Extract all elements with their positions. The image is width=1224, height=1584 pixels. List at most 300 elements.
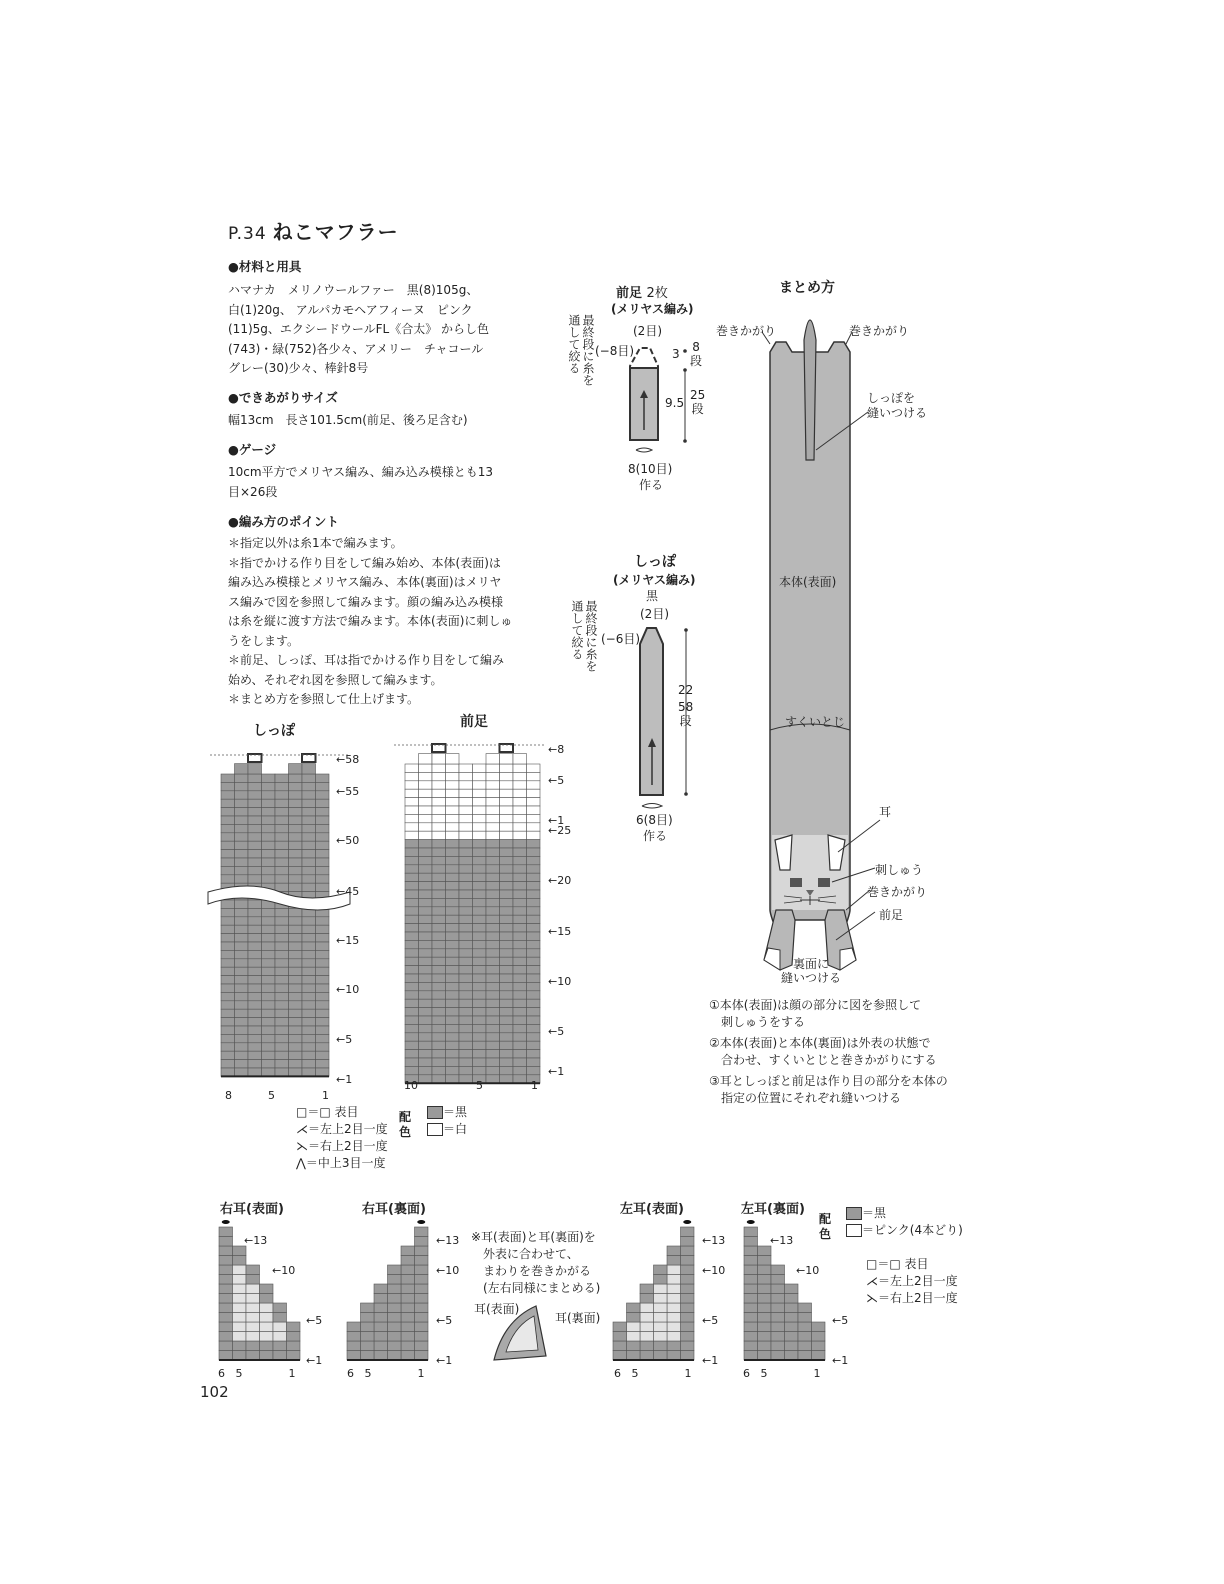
- grid-cell: [527, 907, 541, 915]
- decrease-cell: [446, 754, 460, 764]
- grid-cell: [486, 772, 500, 780]
- grid-cell: [446, 1058, 460, 1066]
- grid-cell: [316, 1001, 330, 1009]
- ear-cell: [415, 1313, 429, 1323]
- ear-cell: [681, 1227, 695, 1237]
- grid-cell: [473, 856, 487, 864]
- grid-cell: [235, 1018, 249, 1026]
- grid-cell: [473, 814, 487, 822]
- ear-cell: [744, 1332, 758, 1342]
- grid-cell: [262, 1060, 276, 1068]
- grid-cell: [316, 808, 330, 816]
- grid-cell: [432, 840, 446, 848]
- grid-cell: [405, 957, 419, 965]
- grid-cell: [221, 782, 235, 790]
- grid-cell: [446, 1075, 460, 1083]
- grid-cell: [486, 966, 500, 974]
- bind-off-dot: [222, 1220, 230, 1224]
- grid-cell: [432, 1066, 446, 1074]
- ear-cell: [374, 1322, 388, 1332]
- ear-cell: [273, 1351, 287, 1361]
- grid-cell: [316, 833, 330, 841]
- grid-cell: [446, 840, 460, 848]
- grid-cell: [473, 915, 487, 923]
- grid-cell: [248, 875, 262, 883]
- ear-cell: [785, 1294, 799, 1304]
- ear-cell: [613, 1341, 627, 1351]
- grid-cell: [527, 966, 541, 974]
- grid-cell: [473, 890, 487, 898]
- ear-cell: [415, 1332, 429, 1342]
- grid-cell: [235, 833, 249, 841]
- foreleg-row-mark: ←15: [548, 925, 572, 938]
- grid-cell: [248, 967, 262, 975]
- ear-cell: [361, 1341, 375, 1351]
- grid-cell: [248, 950, 262, 958]
- grid-cell: [432, 915, 446, 923]
- grid-cell: [405, 1024, 419, 1032]
- grid-cell: [235, 866, 249, 874]
- foreleg-dim-top: 3: [672, 347, 680, 361]
- grid-cell: [235, 782, 249, 790]
- tail-row-mark: ←15: [336, 934, 360, 947]
- foreleg-top-count: (2目): [633, 324, 662, 338]
- ear-row-mark: ←1: [832, 1354, 849, 1367]
- grid-cell: [248, 1026, 262, 1034]
- grid-cell: [316, 774, 330, 782]
- grid-cell: [527, 865, 541, 873]
- grid-cell: [446, 898, 460, 906]
- ear-cell: [401, 1332, 415, 1342]
- ear-cell: [744, 1237, 758, 1247]
- grid-cell: [235, 1026, 249, 1034]
- ear-cell: [681, 1284, 695, 1294]
- ear-cell: [771, 1341, 785, 1351]
- grid-cell: [316, 841, 330, 849]
- grid-cell: [419, 949, 433, 957]
- assembly-note: 指定の位置にそれぞれ縫いつける: [709, 1091, 902, 1105]
- ear-color-legend: [846, 1205, 963, 1239]
- ear-cell: [798, 1341, 812, 1351]
- decrease-cell: [432, 754, 446, 764]
- grid-cell: [262, 824, 276, 832]
- grid-cell: [262, 1068, 276, 1076]
- grid-cell: [316, 934, 330, 942]
- ear-col-marks: 6 5 1: [347, 1367, 425, 1380]
- grid-cell: [419, 1066, 433, 1074]
- grid-cell: [459, 789, 473, 797]
- grid-cell: [221, 1026, 235, 1034]
- grid-cell: [513, 856, 527, 864]
- grid-cell: [289, 908, 303, 916]
- ear-cell: [287, 1351, 301, 1361]
- grid-cell: [473, 848, 487, 856]
- grid-cell: [486, 848, 500, 856]
- ear-cell: [744, 1322, 758, 1332]
- ear-cell: [361, 1332, 375, 1342]
- ear-cell: [758, 1246, 772, 1256]
- ear-cell: [219, 1351, 233, 1361]
- ear-cell: [681, 1275, 695, 1285]
- tail-row-mark: ←50: [336, 834, 360, 847]
- grid-cell: [262, 850, 276, 858]
- ear-cell: [287, 1322, 301, 1332]
- grid-cell: [513, 924, 527, 932]
- ear-cell: [758, 1313, 772, 1323]
- grid-cell: [262, 1001, 276, 1009]
- ear-cell: [415, 1275, 429, 1285]
- grid-cell: [316, 1060, 330, 1068]
- ear-cell: [654, 1351, 668, 1361]
- grid-cell: [419, 999, 433, 1007]
- grid-cell: [432, 924, 446, 932]
- grid-cell: [446, 798, 460, 806]
- grid-cell: [446, 823, 460, 831]
- foreleg-chart: [404, 742, 564, 1092]
- grid-cell: [419, 974, 433, 982]
- grid-cell: [500, 806, 514, 814]
- grid-cell: [446, 932, 460, 940]
- grid-cell: [432, 940, 446, 948]
- grid-cell: [289, 824, 303, 832]
- grid-cell: [500, 949, 514, 957]
- grid-cell: [405, 1066, 419, 1074]
- grid-cell: [459, 823, 473, 831]
- grid-cell: [248, 1018, 262, 1026]
- grid-cell: [513, 781, 527, 789]
- grid-cell: [513, 1066, 527, 1074]
- ear-cell: [681, 1332, 695, 1342]
- ear-cell: [273, 1322, 287, 1332]
- grid-cell: [235, 900, 249, 908]
- grid-cell: [405, 823, 419, 831]
- ear-cell: [681, 1341, 695, 1351]
- ear-cell: [798, 1322, 812, 1332]
- grid-cell: [262, 1009, 276, 1017]
- grid-cell: [235, 925, 249, 933]
- grid-cell: [473, 1066, 487, 1074]
- grid-cell: [235, 967, 249, 975]
- tail-row-mark: ←45: [336, 885, 360, 898]
- grid-cell: [473, 932, 487, 940]
- grid-cell: [316, 1009, 330, 1017]
- foreleg-row-mark: ←1: [548, 1065, 565, 1078]
- grid-cell: [500, 882, 514, 890]
- grid-cell: [275, 984, 289, 992]
- assembly-note: 刺しゅうをする: [709, 1015, 806, 1029]
- grid-cell: [419, 772, 433, 780]
- grid-cell: [289, 1018, 303, 1026]
- grid-cell: [275, 858, 289, 866]
- grid-cell: [527, 1066, 541, 1074]
- grid-cell: [446, 856, 460, 864]
- grid-cell: [316, 1034, 330, 1042]
- points-line: ＊前足、しっぽ、耳は指でかける作り目をして編み: [228, 653, 505, 667]
- grid-cell: [248, 917, 262, 925]
- gauge-heading: ●ゲージ: [228, 442, 277, 457]
- grid-cell: [446, 814, 460, 822]
- grid-cell: [262, 917, 276, 925]
- grid-cell: [419, 898, 433, 906]
- grid-cell: [486, 873, 500, 881]
- ear-cell: [219, 1294, 233, 1304]
- points-line: ＊まとめ方を参照して仕上げます。: [228, 692, 420, 706]
- grid-cell: [275, 875, 289, 883]
- grid-cell: [235, 950, 249, 958]
- points-line: ス編みで図を参照して編みます。顔の編み込み模様: [228, 594, 504, 609]
- grid-cell: [235, 791, 249, 799]
- grid-cell: [459, 1050, 473, 1058]
- ear-cell: [401, 1351, 415, 1361]
- ear-cell: [415, 1303, 429, 1313]
- grid-cell: [405, 1050, 419, 1058]
- grid-cell: [316, 1043, 330, 1051]
- assembly-body-front: 本体(表面): [779, 575, 837, 589]
- grid-cell: [289, 942, 303, 950]
- grid-cell: [221, 950, 235, 958]
- grid-cell: [316, 1051, 330, 1059]
- assembly-note: ②本体(表面)と本体(裏面)は外表の状態で: [709, 1036, 931, 1050]
- ear-cell: [401, 1256, 415, 1266]
- grid-cell: [459, 924, 473, 932]
- ear-cell: [260, 1294, 274, 1304]
- grid-cell: [473, 940, 487, 948]
- grid-cell: [500, 982, 514, 990]
- grid-cell: [221, 908, 235, 916]
- grid-cell: [289, 791, 303, 799]
- legend-black: ＝黒: [427, 1104, 467, 1121]
- ear-cell: [667, 1256, 681, 1266]
- grid-cell: [446, 873, 460, 881]
- grid-cell: [486, 865, 500, 873]
- grid-cell: [289, 774, 303, 782]
- grid-cell: [527, 856, 541, 864]
- legend-item: □＝□ 表目: [296, 1105, 359, 1119]
- materials-line: グレー(30)少々、棒針8号: [228, 361, 369, 375]
- ear-chart-left-front: [612, 1225, 702, 1370]
- grid-cell: [289, 850, 303, 858]
- points-line: うをします。: [228, 633, 300, 648]
- ear-cell: [260, 1284, 274, 1294]
- grid-cell: [419, 814, 433, 822]
- ear-cell: [758, 1256, 772, 1266]
- grid-cell: [473, 1024, 487, 1032]
- grid-cell: [527, 1016, 541, 1024]
- grid-cell: [513, 772, 527, 780]
- grid-cell: [513, 907, 527, 915]
- assembly-wrap-lower: 巻きかがり: [867, 885, 928, 899]
- grid-cell: [486, 907, 500, 915]
- grid-cell: [316, 925, 330, 933]
- ear-cell: [347, 1332, 361, 1342]
- grid-cell: [500, 1050, 514, 1058]
- grid-cell: [235, 1068, 249, 1076]
- ear-cell: [812, 1322, 826, 1332]
- ear-cell: [744, 1256, 758, 1266]
- grid-cell: [221, 900, 235, 908]
- grid-cell: [432, 949, 446, 957]
- grid-cell: [473, 798, 487, 806]
- grid-cell: [446, 890, 460, 898]
- grid-cell: [275, 976, 289, 984]
- tail-row-mark: ←10: [336, 983, 360, 996]
- grid-cell: [221, 850, 235, 858]
- grid-cell: [275, 1051, 289, 1059]
- ear-cell: [667, 1303, 681, 1313]
- grid-cell: [459, 915, 473, 923]
- grid-cell: [221, 1034, 235, 1042]
- grid-cell: [513, 974, 527, 982]
- grid-cell: [289, 808, 303, 816]
- grid-cell: [432, 882, 446, 890]
- grid-cell: [446, 966, 460, 974]
- ear-cell: [246, 1294, 260, 1304]
- grid-cell: [405, 974, 419, 982]
- materials-line: (11)5g、エクシードウールFL《合太》 からし色: [228, 322, 490, 336]
- ear-cell: [233, 1246, 247, 1256]
- grid-cell: [262, 858, 276, 866]
- grid-cell: [302, 866, 316, 874]
- grid-cell: [459, 940, 473, 948]
- ear-row-mark: ←10: [796, 1264, 820, 1277]
- grid-cell: [262, 959, 276, 967]
- grid-cell: [473, 1033, 487, 1041]
- grid-cell: [405, 764, 419, 772]
- grid-cell: [248, 992, 262, 1000]
- gauge-line: 目×26段: [228, 484, 278, 499]
- ear-cell: [758, 1341, 772, 1351]
- grid-cell: [302, 959, 316, 967]
- grid-cell: [500, 1024, 514, 1032]
- grid-cell: [248, 1034, 262, 1042]
- grid-cell: [302, 917, 316, 925]
- grid-cell: [500, 856, 514, 864]
- grid-cell: [432, 1024, 446, 1032]
- grid-cell: [221, 942, 235, 950]
- grid-cell: [302, 799, 316, 807]
- grid-cell: [235, 976, 249, 984]
- grid-cell: [316, 850, 330, 858]
- ear-cell: [401, 1275, 415, 1285]
- foreleg-dim-main-rows: 25 段: [690, 388, 706, 416]
- tail-cast-on: 6(8目): [636, 813, 673, 827]
- grid-cell: [527, 940, 541, 948]
- ear-cell: [374, 1351, 388, 1361]
- grid-cell: [302, 984, 316, 992]
- ear-cell: [361, 1351, 375, 1361]
- ear-cell: [771, 1332, 785, 1342]
- grid-cell: [302, 808, 316, 816]
- grid-cell: [419, 865, 433, 873]
- grid-cell: [405, 865, 419, 873]
- ear-right-front-title: 右耳(表面): [220, 1202, 284, 1217]
- ear-cell: [812, 1332, 826, 1342]
- grid-cell: [289, 1009, 303, 1017]
- grid-cell: [248, 984, 262, 992]
- ear-cell: [812, 1341, 826, 1351]
- grid-cell: [513, 882, 527, 890]
- grid-cell: [459, 1075, 473, 1083]
- grid-cell: [513, 789, 527, 797]
- ear-cell: [219, 1303, 233, 1313]
- ear-cell: [771, 1322, 785, 1332]
- grid-cell: [432, 1041, 446, 1049]
- legend-item: ⋌＝左上2目一度: [296, 1122, 388, 1136]
- grid-cell: [486, 823, 500, 831]
- ear-cell: [219, 1256, 233, 1266]
- grid-cell: [473, 974, 487, 982]
- ear-cell: [415, 1294, 429, 1304]
- ear-cell: [415, 1341, 429, 1351]
- grid-cell: [527, 915, 541, 923]
- grid-cell: [248, 774, 262, 782]
- ear-cell: [667, 1322, 681, 1332]
- ear-cell: [640, 1351, 654, 1361]
- grid-cell: [419, 831, 433, 839]
- grid-cell: [513, 764, 527, 772]
- grid-cell: [513, 1075, 527, 1083]
- grid-cell: [432, 999, 446, 1007]
- tail-diagram-stitch: (メリヤス編み): [613, 573, 696, 587]
- ear-cell: [415, 1322, 429, 1332]
- ear-row-mark: ←1: [436, 1354, 453, 1367]
- grid-cell: [289, 925, 303, 933]
- grid-cell: [513, 865, 527, 873]
- ear-row-mark: ←1: [306, 1354, 323, 1367]
- grid-cell: [432, 932, 446, 940]
- tail-col-mark: 8: [225, 1089, 232, 1102]
- ear-cell: [771, 1275, 785, 1285]
- decrease-cell: [248, 764, 262, 774]
- ear-cell: [233, 1256, 247, 1266]
- ear-cell: [627, 1351, 641, 1361]
- grid-cell: [459, 907, 473, 915]
- grid-cell: [248, 900, 262, 908]
- grid-cell: [459, 1041, 473, 1049]
- grid-cell: [275, 908, 289, 916]
- grid-cell: [419, 840, 433, 848]
- grid-cell: [486, 999, 500, 1007]
- grid-cell: [473, 873, 487, 881]
- ear-note-line: まわりを巻きかがる: [483, 1264, 592, 1278]
- grid-cell: [446, 831, 460, 839]
- grid-cell: [302, 782, 316, 790]
- grid-cell: [459, 831, 473, 839]
- bind-off-dot: [747, 1220, 755, 1224]
- grid-cell: [248, 824, 262, 832]
- grid-cell: [221, 984, 235, 992]
- ear-cell: [415, 1246, 429, 1256]
- grid-cell: [316, 967, 330, 975]
- grid-cell: [486, 949, 500, 957]
- foreleg-row-mark: ←10: [548, 975, 572, 988]
- ear-cell: [758, 1294, 772, 1304]
- grid-cell: [275, 917, 289, 925]
- grid-cell: [446, 915, 460, 923]
- ear-cell: [681, 1322, 695, 1332]
- ear-row-mark: ←13: [436, 1234, 460, 1247]
- ear-cell: [627, 1322, 641, 1332]
- ear-cell: [667, 1341, 681, 1351]
- tail-col-mark: 5: [268, 1089, 275, 1102]
- grid-cell: [527, 781, 541, 789]
- ear-row-mark: ←10: [272, 1264, 296, 1277]
- ear-cell: [219, 1265, 233, 1275]
- grid-cell: [302, 774, 316, 782]
- grid-cell: [446, 982, 460, 990]
- ear-cell: [785, 1332, 799, 1342]
- grid-cell: [221, 917, 235, 925]
